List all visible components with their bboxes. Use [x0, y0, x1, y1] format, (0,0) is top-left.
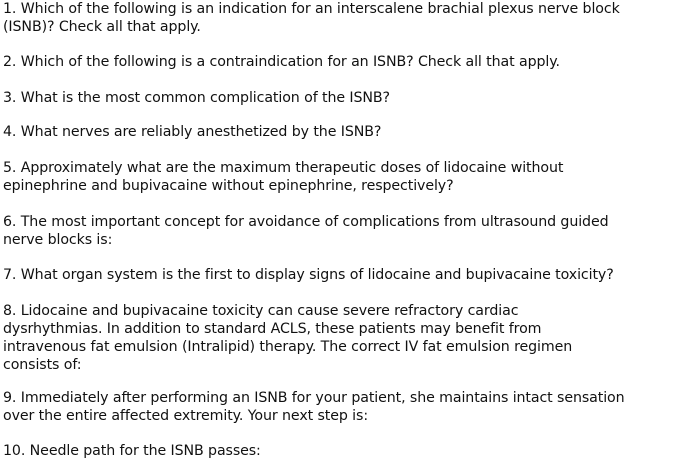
question-3	[3, 89, 390, 107]
question-5	[3, 159, 563, 195]
question-8-line-2: dysrhythmias. In addition to standard ACLS, these patients may benefit from	[3, 321, 542, 337]
question-1-line-2: (ISNB)? Check all that apply.	[3, 19, 201, 35]
question-1-line-1: 1. Which of the following is an indication for an interscalene brachial plexus nerve block	[3, 1, 620, 17]
question-4	[3, 123, 381, 141]
question-6	[3, 213, 609, 249]
question-5-line-2: epinephrine and bupivacaine without epinephrine, respectively?	[3, 178, 454, 194]
question-7-line-1: 7. What organ system is the first to display signs of lidocaine and bupivacaine toxicity?	[3, 267, 614, 283]
question-2-line-1: 2. Which of the following is a contraindication for an ISNB? Check all that apply.	[3, 54, 560, 70]
question-2	[3, 53, 560, 71]
question-4-line-1: 4. What nerves are reliably anesthetized by the ISNB?	[3, 124, 382, 140]
question-5-line-1: 5. Approximately what are the maximum therapeutic doses of lidocaine without	[3, 160, 564, 176]
question-6-line-1: 6. The most important concept for avoidance of complications from ultrasound guided	[3, 214, 609, 230]
question-3-line-1: 3. What is the most common complication of the ISNB?	[3, 90, 390, 106]
question-8-line-3: intravenous fat emulsion (Intralipid) therapy. The correct IV fat emulsion regimen	[3, 339, 573, 355]
question-8-line-1: 8. Lidocaine and bupivacaine toxicity can cause severe refractory cardiac	[3, 303, 519, 319]
question-9-line-2: over the entire affected extremity. Your next step is:	[3, 408, 368, 424]
question-6-line-2: nerve blocks is:	[3, 232, 113, 248]
question-9-line-1: 9. Immediately after performing an ISNB for your patient, she maintains intact sensation	[3, 390, 625, 406]
question-7	[3, 266, 614, 284]
question-1	[3, 0, 620, 36]
question-8	[3, 302, 572, 374]
question-10	[3, 442, 261, 460]
question-10-line-1: 10. Needle path for the ISNB passes:	[3, 443, 261, 459]
question-8-line-4: consists of:	[3, 357, 82, 373]
question-9	[3, 389, 625, 425]
